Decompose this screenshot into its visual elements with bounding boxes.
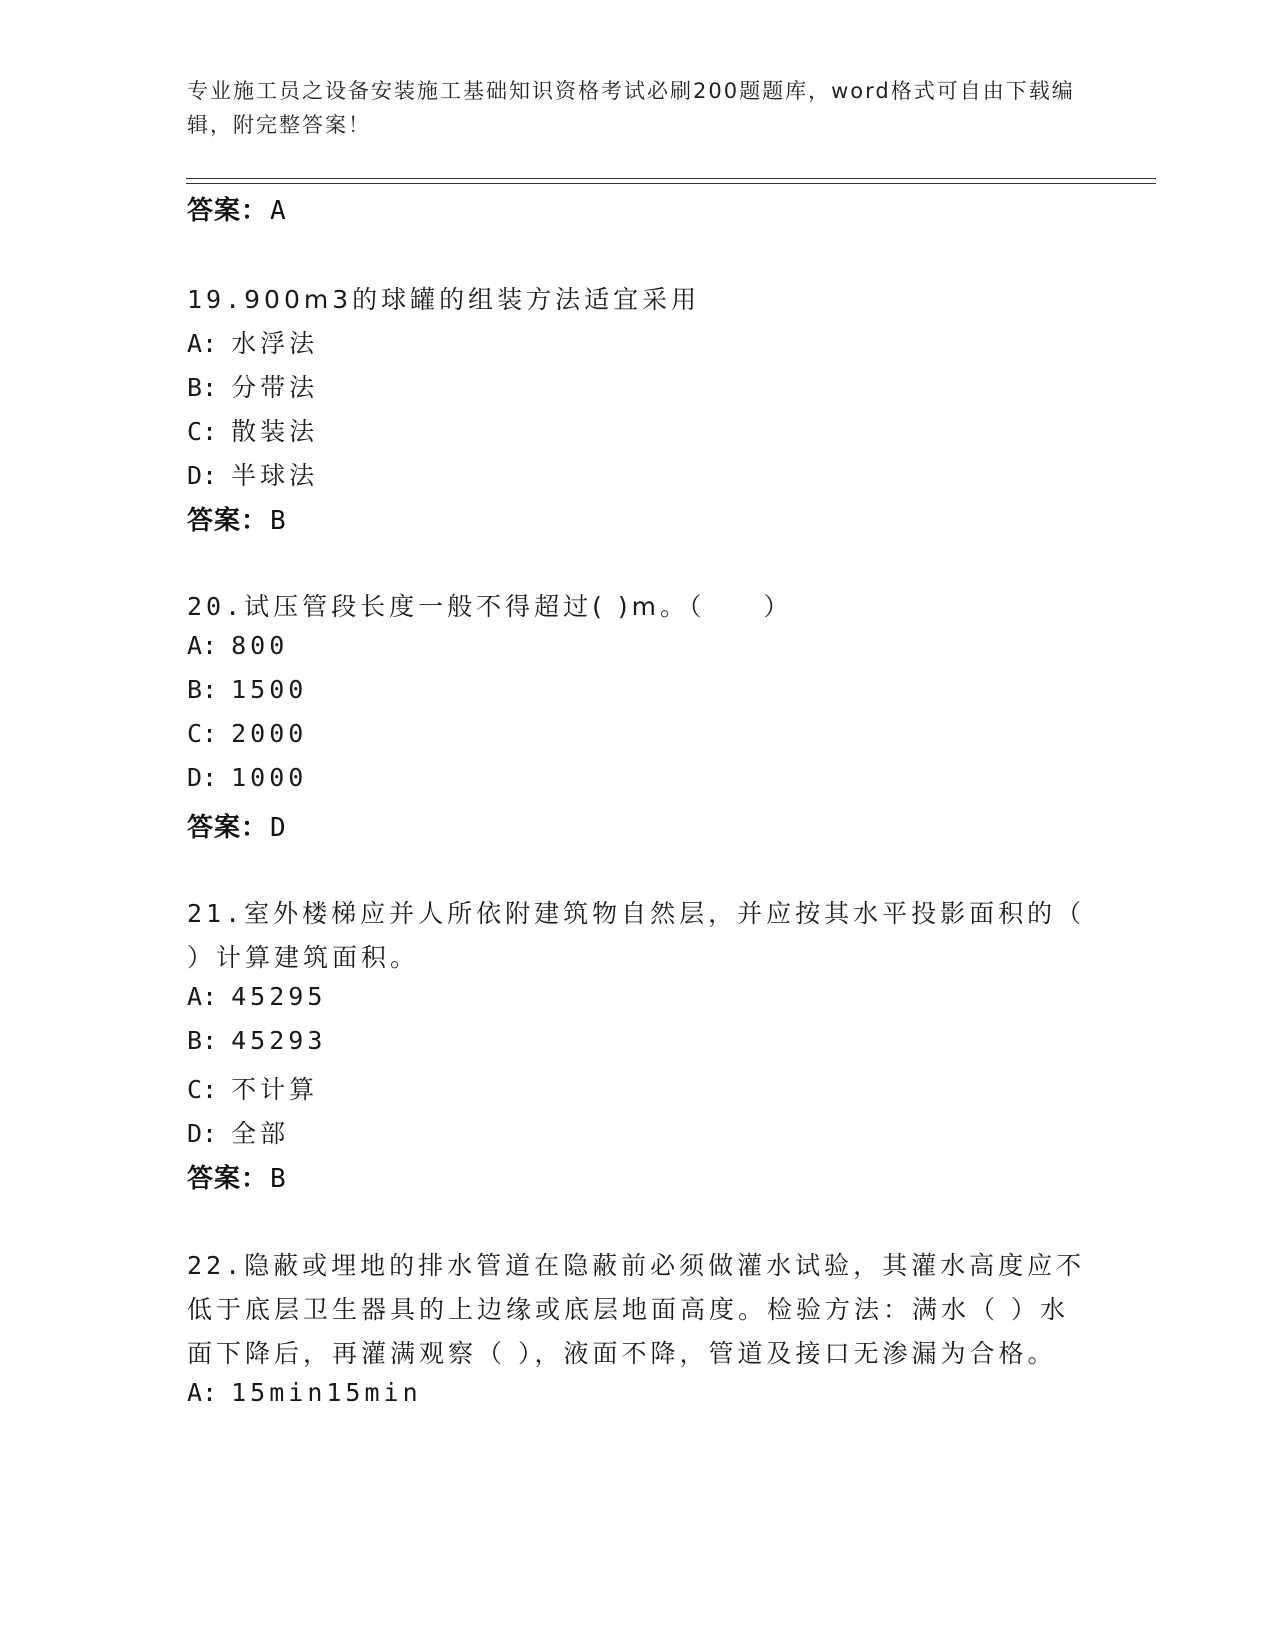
option-q20-a: A: 800 bbox=[187, 631, 289, 660]
answer-q20 bbox=[187, 807, 287, 844]
answer-label: 答案： bbox=[187, 1164, 269, 1194]
option-q22-a: A: 15min15min bbox=[187, 1378, 422, 1407]
question-text-line-1: 隐蔽或埋地的排水管道在隐蔽前必须做灌水试验，其灌水高度应不 bbox=[244, 1251, 1086, 1280]
option-q19-a: A: 水浮法 bbox=[187, 329, 319, 358]
answer-q19 bbox=[187, 500, 287, 537]
option-q21-b: B: 45293 bbox=[187, 1026, 327, 1055]
option-q20-b: B: 1500 bbox=[187, 675, 308, 704]
answer-label: 答案： bbox=[187, 196, 269, 226]
option-q20-c: C: 2000 bbox=[187, 719, 308, 748]
option-q21-d: D: 全部 bbox=[187, 1119, 290, 1148]
answer-value: B bbox=[270, 506, 287, 536]
option-q20-d: D: 1000 bbox=[187, 763, 308, 792]
answer-value: A bbox=[270, 196, 287, 226]
question-number: 19. bbox=[187, 285, 245, 314]
question-21-continued bbox=[187, 938, 419, 974]
question-number: 20. bbox=[187, 592, 245, 621]
option-q21-a: A: 45295 bbox=[187, 982, 327, 1011]
question-number: 22. bbox=[187, 1251, 245, 1280]
option-q19-b: B: 分带法 bbox=[187, 373, 319, 402]
question-22-continued-2 bbox=[187, 1334, 1056, 1370]
header-divider-bottom bbox=[186, 183, 1156, 184]
question-text: 900m3的球罐的组装方法适宜采用 bbox=[244, 285, 701, 314]
question-22 bbox=[187, 1246, 1085, 1282]
answer-label: 答案： bbox=[187, 506, 269, 536]
question-21 bbox=[187, 894, 1085, 930]
question-text-line-2: ）计算建筑面积。 bbox=[187, 943, 420, 972]
document-header: 专业施工员之设备安装施工基础知识资格考试必刷200题题库，word格式可自由下载编辑，附完整答案！ bbox=[187, 79, 1075, 137]
question-text: 试压管段长度一般不得超过( )m。（ ） bbox=[244, 592, 793, 621]
question-text-line-1: 室外楼梯应并人所依附建筑物自然层，并应按其水平投影面积的（ bbox=[244, 899, 1086, 928]
question-19 bbox=[187, 280, 700, 316]
answer-label: 答案： bbox=[187, 813, 269, 843]
option-q21-c: C: 不计算 bbox=[187, 1075, 319, 1104]
option-q19-d: D: 半球法 bbox=[187, 461, 319, 490]
question-text-line-2: 低于底层卫生器具的上边缘或底层地面高度。检验方法：满水（ ）水 bbox=[187, 1295, 1069, 1324]
question-20 bbox=[187, 587, 792, 623]
answer-q18 bbox=[187, 190, 287, 227]
answer-value: B bbox=[270, 1164, 287, 1194]
option-q19-c: C: 散装法 bbox=[187, 417, 319, 446]
answer-value: D bbox=[270, 813, 287, 843]
question-22-continued-1 bbox=[187, 1290, 1069, 1326]
header-divider-top bbox=[186, 178, 1156, 179]
question-text-line-3: 面下降后，再灌满观察（ ），液面不降，管道及接口无渗漏为合格。 bbox=[187, 1339, 1057, 1368]
question-number: 21. bbox=[187, 899, 245, 928]
answer-q21 bbox=[187, 1158, 287, 1195]
